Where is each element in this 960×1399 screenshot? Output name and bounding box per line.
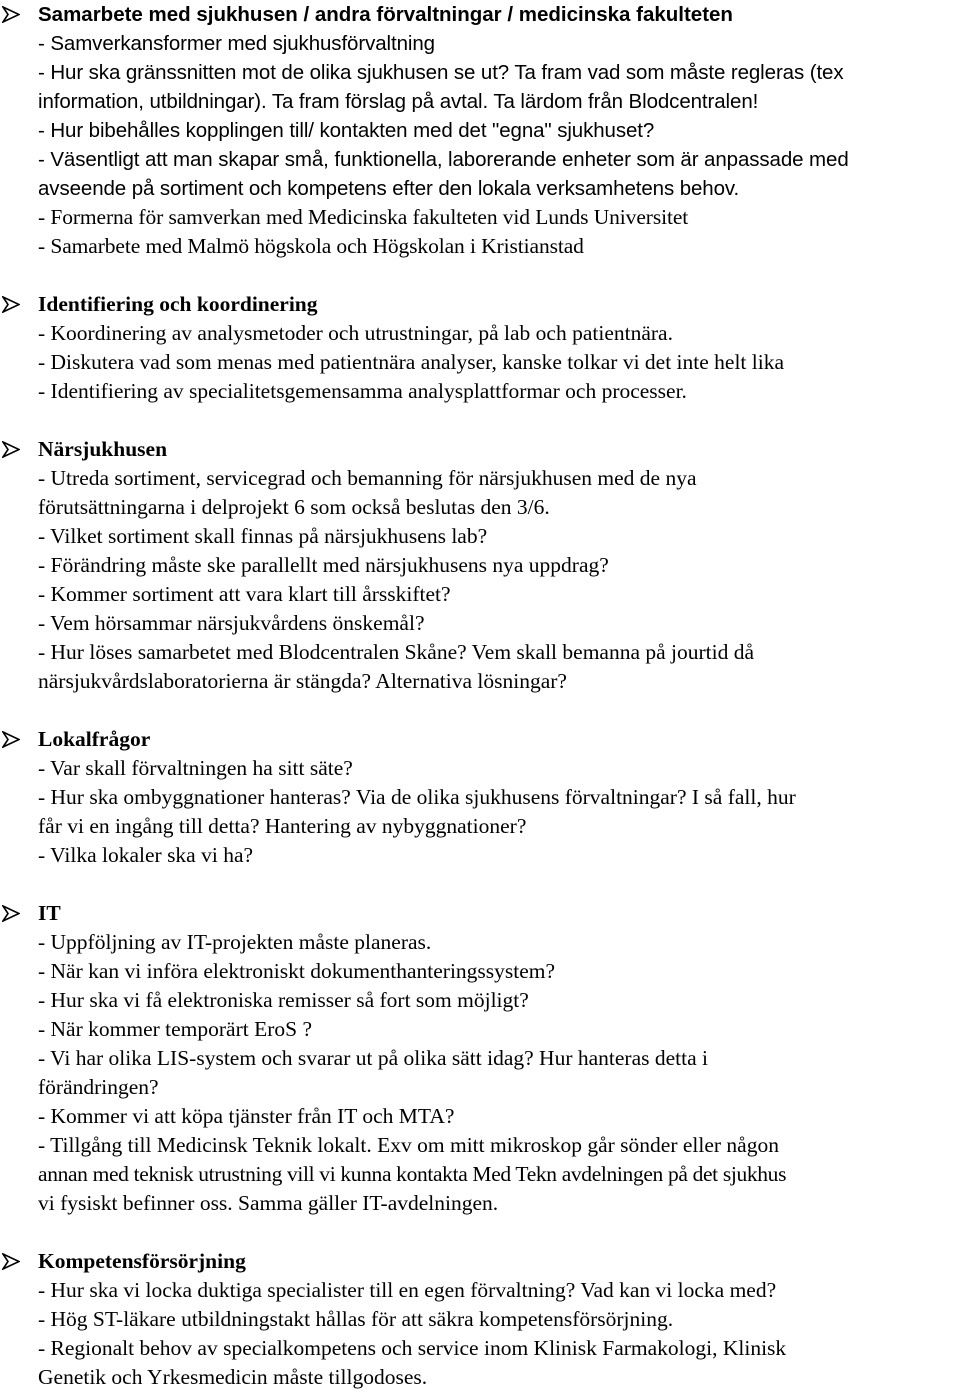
text-line: - Tillgång till Medicinsk Teknik lokalt. Exv om mitt mikroskop går sönder eller någon — [38, 1133, 779, 1157]
text-line: - Hur bibehålles kopplingen till/ kontakten med det "egna" sjukhuset? — [38, 119, 655, 142]
section-heading: Lokalfrågor — [38, 727, 151, 751]
text-line: - Uppföljning av IT-projekten måste planeras. — [38, 930, 432, 954]
text-line: - När kan vi införa elektroniskt dokumenthanteringssystem? — [38, 959, 556, 983]
text-line: - När kommer temporärt EroS ? — [38, 1017, 313, 1041]
text-line: får vi en ingång till detta? Hantering av nybyggnationer? — [38, 814, 527, 838]
text-line: avseende på sortiment och kompetens efter den lokala verksamhetens behov. — [38, 177, 740, 200]
text-line: - Samverkansformer med sjukhusförvaltning — [38, 32, 435, 55]
section-identifiering — [0, 290, 960, 406]
text-line: - Hög ST-läkare utbildningstakt hållas för att säkra kompetensförsörjning. — [38, 1307, 674, 1331]
text-line: - Vem hörsammar närsjukvårdens önskemål? — [38, 611, 425, 635]
section-heading: Identifiering och koordinering — [38, 292, 318, 316]
text-line: - Kommer vi att köpa tjänster från IT och MTA? — [38, 1104, 455, 1128]
text-line: - Var skall förvaltningen ha sitt säte? — [38, 756, 353, 780]
text-line: - Hur ska vi få elektroniska remisser så fort som möjligt? — [38, 988, 529, 1012]
section-kompetensforsorjning — [0, 1247, 960, 1392]
section-heading: Samarbete med sjukhusen / andra förvaltningar / medicinska fakulteten — [38, 3, 733, 26]
text-line: - Kommer sortiment att vara klart till årsskiftet? — [38, 582, 451, 606]
section-heading: Kompetensförsörjning — [38, 1249, 246, 1273]
text-line: Genetik och Yrkesmedicin måste tillgodoses. — [38, 1365, 428, 1389]
section-gap — [0, 696, 960, 725]
section-gap — [0, 1218, 960, 1247]
section-samarbete — [0, 0, 960, 261]
text-line: - Identifiering av specialitetsgemensamma analysplattformar och processer. — [38, 379, 687, 403]
arrowhead-bullet-icon — [2, 725, 22, 754]
text-line: - Vilka lokaler ska vi ha? — [38, 843, 254, 867]
arrowhead-bullet-icon — [2, 1247, 22, 1276]
text-line: närsjukvårdslaboratorierna är stängda? Alternativa lösningar? — [38, 669, 567, 693]
section-narsjukhusen — [0, 435, 960, 696]
text-line: - Hur löses samarbetet med Blodcentralen Skåne? Vem skall bemanna på jourtid då — [38, 640, 755, 664]
text-line: - Vi har olika LIS-system och svarar ut på olika sätt idag? Hur hanteras detta i — [38, 1046, 708, 1070]
text-line: - Vilket sortiment skall finnas på närsjukhusens lab? — [38, 524, 488, 548]
arrowhead-bullet-icon — [2, 290, 22, 319]
text-line: - Förändring måste ske parallellt med närsjukhusens nya uppdrag? — [38, 553, 609, 577]
text-line: - Samarbete med Malmö högskola och Högskolan i Kristianstad — [38, 234, 584, 258]
text-line: information, utbildningar). Ta fram förslag på avtal. Ta lärdom från Blodcentralen! — [38, 90, 759, 113]
text-line: - Väsentligt att man skapar små, funktionella, laborerande enheter som är anpassade med — [38, 148, 849, 171]
section-gap — [0, 870, 960, 899]
arrowhead-bullet-icon — [2, 899, 22, 928]
text-line: - Hur ska vi locka duktiga specialister till en egen förvaltning? Vad kan vi locka med? — [38, 1278, 777, 1302]
text-line: - Koordinering av analysmetoder och utrustningar, på lab och patientnära. — [38, 321, 673, 345]
arrowhead-bullet-icon — [2, 435, 22, 464]
section-gap — [0, 406, 960, 435]
text-line: - Diskutera vad som menas med patientnära analyser, kanske tolkar vi det inte helt lika — [38, 350, 785, 374]
text-line: vi fysiskt befinner oss. Samma gäller IT-avdelningen. — [38, 1191, 499, 1215]
text-line: - Hur ska gränssnitten mot de olika sjukhusen se ut? Ta fram vad som måste regleras (tex — [38, 61, 844, 84]
section-lokalfragor — [0, 725, 960, 870]
section-heading: IT — [38, 901, 61, 925]
text-line: - Regionalt behov av specialkompetens och service inom Klinisk Farmakologi, Klinisk — [38, 1336, 787, 1360]
text-line: - Hur ska ombyggnationer hanteras? Via de olika sjukhusens förvaltningar? I så fall, hur — [38, 785, 796, 809]
text-line: förutsättningarna i delprojekt 6 som också beslutas den 3/6. — [38, 495, 550, 519]
section-gap — [0, 261, 960, 290]
text-line: annan med teknisk utrustning vill vi kunna kontakta Med Tekn avdelningen på det sjukhus — [38, 1162, 787, 1186]
section-it — [0, 899, 960, 1218]
section-heading: Närsjukhusen — [38, 437, 168, 461]
text-line: - Formerna för samverkan med Medicinska fakulteten vid Lunds Universitet — [38, 205, 689, 229]
arrowhead-bullet-icon — [2, 0, 22, 29]
text-line: - Utreda sortiment, servicegrad och bemanning för närsjukhusen med de nya — [38, 466, 697, 490]
text-line: förändringen? — [38, 1075, 159, 1099]
